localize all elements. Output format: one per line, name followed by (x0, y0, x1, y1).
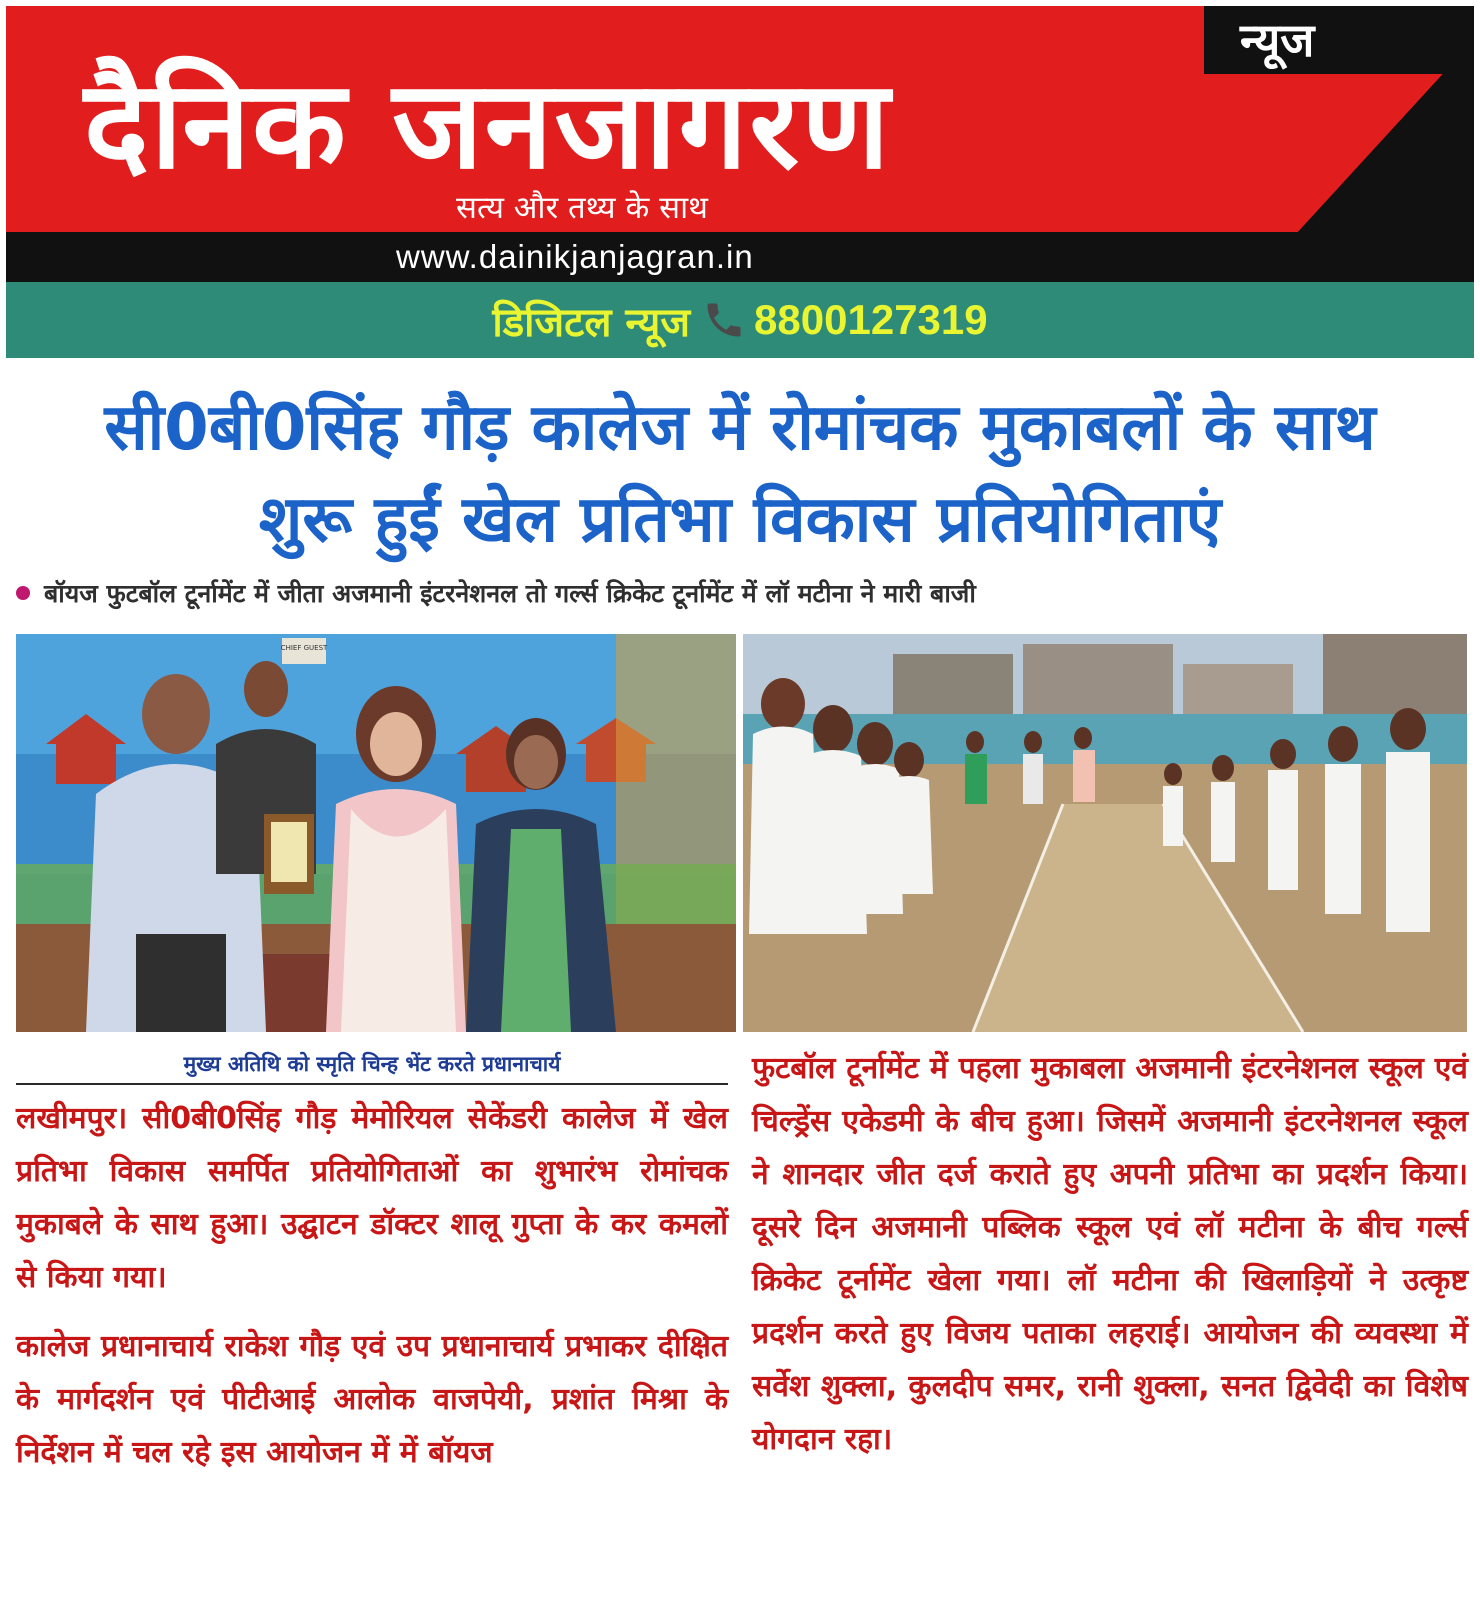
article-body-left-column (16, 1092, 728, 1479)
article-subheadline (16, 576, 1468, 610)
photo-cricket-lineup (743, 634, 1467, 1032)
cricket-photo-illustration (743, 634, 1467, 1032)
photo-caption: मुख्य अतिथि को स्मृति चिन्ह भेंट करते प्रधानाचार्य (183, 1052, 561, 1076)
chief-guest-sign: CHIEF GUEST (280, 644, 328, 652)
caption-divider (16, 1083, 728, 1085)
article-headline (14, 382, 1466, 566)
brand-title: दैनिक जनजागरण (84, 54, 892, 196)
article-body-right-column (752, 1042, 1468, 1466)
contact-phone-number[interactable]: 8800127319 (754, 296, 988, 343)
subheadline-text: बॉयज फुटबॉल टूर्नामेंट में जीता अजमानी इंटरनेशनल तो गर्ल्स क्रिकेट टूर्नामेंट में लॉ मटीना ने मारी बाजी (44, 579, 976, 608)
website-link[interactable]: www.dainikjanjagran.in (396, 238, 754, 275)
left-paragraph-1: लखीमपुर। सी0बी0सिंह गौड़ मेमोरियल सेकेंडरी कालेज में खेल प्रतिभा विकास समर्पित प्रतियोगिताओं का शुभारंभ रोमांचक मुकाबले के साथ हुआ। उद्घाटन डॉक्टर शालू गुप्ता के कर कमलों से किया गया। (16, 1101, 728, 1295)
headline-line-2: शुरू हुईं खेल प्रतिभा विकास प्रतियोगिताएं (258, 483, 1222, 557)
masthead (6, 6, 1474, 282)
brand-tagline: सत्य और तथ्य के साथ (456, 190, 708, 226)
left-paragraph-2: कालेज प्रधानाचार्य राकेश गौड़ एवं उप प्रधानाचार्य प्रभाकर दीक्षित के मार्गदर्शन एवं पीटीआई आलोक वाजपेयी, प्रशांत मिश्रा के निर्देशन में चल रहे इस आयोजन में में बॉयज (16, 1329, 728, 1470)
photo-award-presentation (16, 634, 736, 1032)
news-tag-label: न्यूज (1240, 13, 1315, 67)
contact-bar (6, 282, 1474, 358)
digital-news-label: डिजिटल न्यूज (492, 299, 691, 346)
award-photo-illustration (16, 634, 736, 1032)
bullet-dot-icon (16, 586, 30, 600)
headline-line-1: सी0बी0सिंह गौड़ कालेज में रोमांचक मुकाबलों के साथ (104, 391, 1376, 465)
phone-icon (702, 298, 746, 342)
news-tag (1204, 6, 1474, 74)
right-paragraph-1: फुटबॉल टूर्नामेंट में पहला मुकाबला अजमानी इंटरनेशनल स्कूल एवं चिल्ड्रेंस एकेडमी के बीच हुआ। जिसमें अजमानी इंटरनेशनल स्कूल ने शानदार जीत दर्ज कराते हुए अपनी प्रतिभा का प्रदर्शन किया। दूसरे दिन अजमानी पब्लिक स्कूल एवं लॉ मटीना के बीच गर्ल्स क्रिकेट टूर्नामेंट खेला गया। लॉ मटीना की खिलाड़ियों ने उत्कृष्ट प्रदर्शन करते हुए विजय पताका लहराई। आयोजन की व्यवस्था में सर्वेश शुक्ला, कुलदीप समर, रानी शुक्ला, सनत द्विवेदी का विशेष योगदान रहा। (752, 1051, 1468, 1457)
